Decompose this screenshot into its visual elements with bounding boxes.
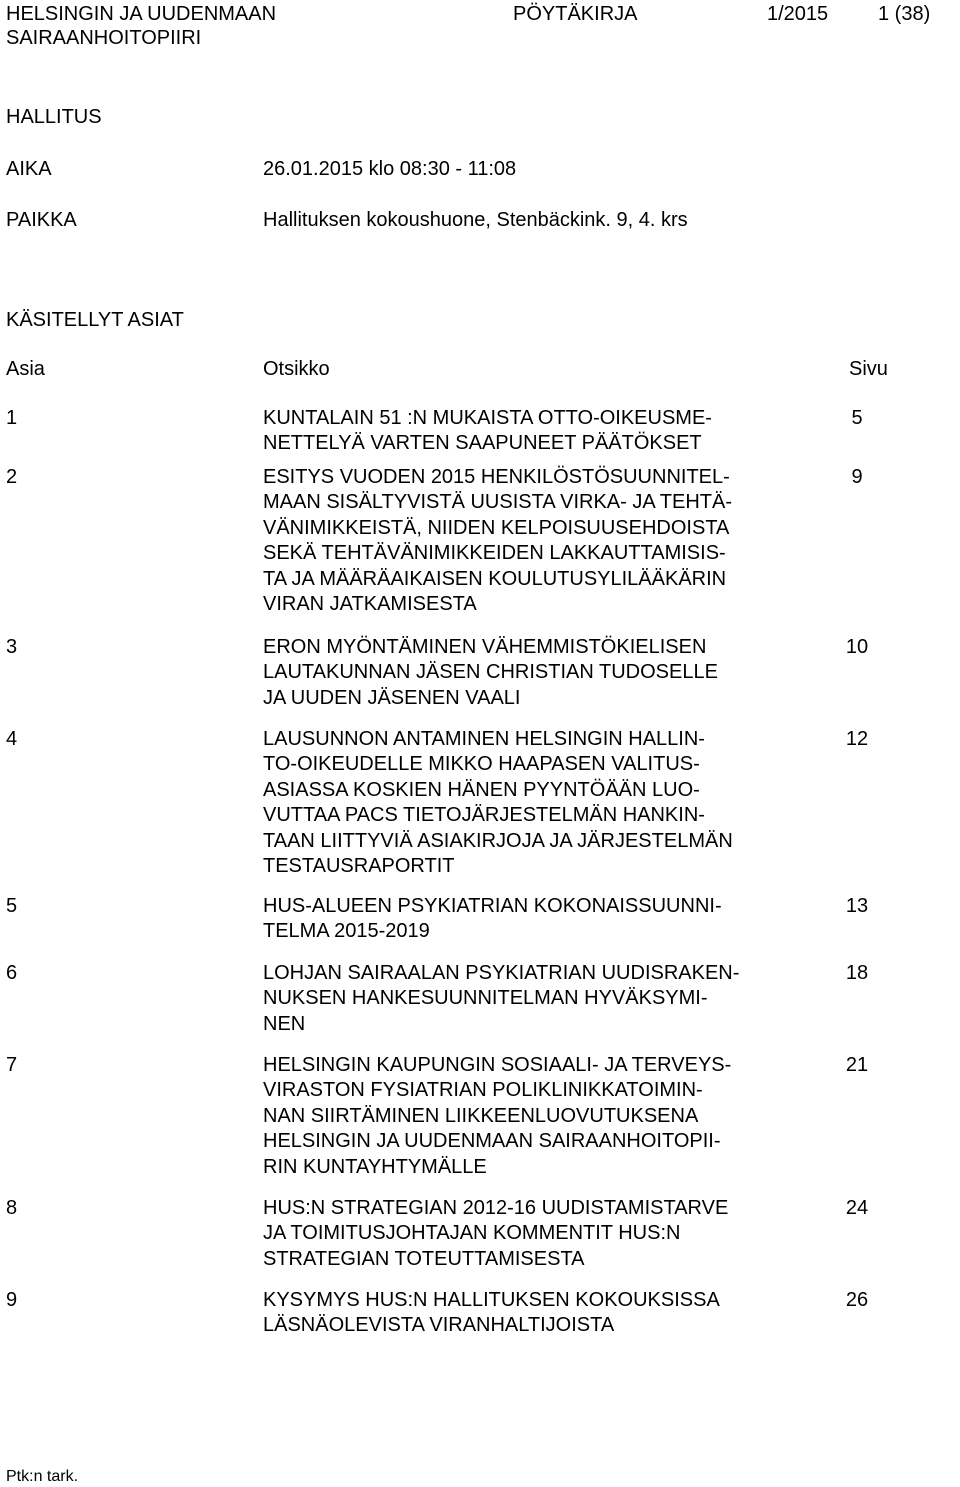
time-label: AIKA bbox=[6, 158, 52, 180]
agenda-item-page: 5 bbox=[851, 407, 863, 429]
place-value: Hallituksen kokoushuone, Stenbäckink. 9, 4. krs bbox=[263, 209, 688, 231]
agenda-item-number: 7 bbox=[6, 1054, 18, 1076]
org-name-line1: HELSINGIN JA UUDENMAAN bbox=[6, 3, 277, 25]
agenda-item-title bbox=[263, 961, 823, 1037]
agenda-item-title bbox=[263, 635, 823, 711]
agenda-item-title-line: RIN KUNTAYHTYMÄLLE bbox=[263, 1155, 487, 1178]
agenda-item-title-line: SEKÄ TEHTÄVÄNIMIKKEIDEN LAKKAUTTAMISIS- bbox=[263, 542, 726, 565]
agenda-item-page: 13 bbox=[845, 895, 869, 917]
agenda-item-title-line: NETTELYÄ VARTEN SAAPUNEET PÄÄTÖKSET bbox=[263, 432, 702, 455]
agenda-item-title-line: HUS-ALUEEN PSYKIATRIAN KOKONAISSUUNNI- bbox=[263, 895, 722, 917]
agenda-item-title bbox=[263, 727, 823, 879]
agenda-item-title-line: MAAN SISÄLTYVISTÄ UUSISTA VIRKA- JA TEHTÄ- bbox=[263, 491, 732, 514]
time-value: 26.01.2015 klo 08:30 - 11:08 bbox=[263, 158, 517, 180]
agenda-item-number: 4 bbox=[6, 728, 18, 750]
agenda-item-number: 8 bbox=[6, 1197, 18, 1219]
place-label: PAIKKA bbox=[6, 209, 77, 231]
agenda-item-title-line: VÄNIMIKKEISTÄ, NIIDEN KELPOISUUSEHDOISTA bbox=[263, 516, 730, 539]
agenda-item-title-line: NEN bbox=[263, 1012, 306, 1035]
page-info: 1 (38) bbox=[878, 3, 931, 25]
org-name-line2: SAIRAANHOITOPIIRI bbox=[6, 27, 202, 49]
agenda-item-title bbox=[263, 1196, 823, 1272]
column-header-item: Asia bbox=[6, 358, 45, 380]
column-header-title: Otsikko bbox=[263, 358, 330, 380]
agenda-item-title bbox=[263, 894, 823, 945]
agenda-item-page: 26 bbox=[845, 1289, 869, 1311]
agenda-item-number: 3 bbox=[6, 636, 18, 658]
agenda-item-title-line: TO-OIKEUDELLE MIKKO HAAPASEN VALITUS- bbox=[263, 753, 700, 776]
agenda-item-title-line: TAAN LIITTYVIÄ ASIAKIRJOJA JA JÄRJESTELMÄN bbox=[263, 829, 733, 852]
agenda-item-number: 2 bbox=[6, 466, 18, 488]
agenda-item-title-line: NAN SIIRTÄMINEN LIIKKEENLUOVUTUKSENA bbox=[263, 1104, 699, 1127]
agenda-item-title bbox=[263, 1053, 823, 1180]
agenda-item-page: 9 bbox=[851, 466, 863, 488]
agenda-item-title-line: JA UUDEN JÄSENEN VAALI bbox=[263, 686, 521, 709]
agenda-item-title bbox=[263, 465, 823, 617]
agenda-item-page: 10 bbox=[845, 636, 869, 658]
agenda-item-title-line: VUTTAA PACS TIETOJÄRJESTELMÄN HANKIN- bbox=[263, 804, 705, 827]
agenda-item-number: 1 bbox=[6, 407, 18, 429]
agenda-item-title-line: TA JA MÄÄRÄAIKAISEN KOULUTUSYLILÄÄKÄRIN bbox=[263, 567, 727, 590]
agenda-item-title bbox=[263, 406, 823, 457]
agenda-item-page: 12 bbox=[845, 728, 869, 750]
agenda-item-title-line: LOHJAN SAIRAALAN PSYKIATRIAN UUDISRAKEN- bbox=[263, 962, 740, 984]
agenda-item-title-line: TELMA 2015-2019 bbox=[263, 920, 430, 943]
agenda-item-title-line: TESTAUSRAPORTIT bbox=[263, 855, 455, 878]
agenda-item-page: 24 bbox=[845, 1197, 869, 1219]
agenda-item-title-line: ERON MYÖNTÄMINEN VÄHEMMISTÖKIELISEN bbox=[263, 636, 707, 658]
agenda-item-title-line: HUS:N STRATEGIAN 2012-16 UUDISTAMISTARVE bbox=[263, 1197, 729, 1219]
section-title: KÄSITELLYT ASIAT bbox=[6, 309, 184, 331]
agenda-item-page: 21 bbox=[845, 1054, 869, 1076]
agenda-item-title-line: STRATEGIAN TOTEUTTAMISESTA bbox=[263, 1247, 585, 1270]
agenda-item-title-line: KUNTALAIN 51 :N MUKAISTA OTTO-OIKEUSME- bbox=[263, 407, 712, 429]
agenda-item-title-line: LÄSNÄOLEVISTA VIRANHALTIJOISTA bbox=[263, 1314, 615, 1337]
agenda-item-number: 6 bbox=[6, 962, 18, 984]
agenda-item-title-line: VIRAN JATKAMISESTA bbox=[263, 593, 477, 616]
agenda-item-title-line: ESITYS VUODEN 2015 HENKILÖSTÖSUUNNITEL- bbox=[263, 466, 730, 488]
agenda-item-title-line: HELSINGIN KAUPUNGIN SOSIAALI- JA TERVEYS- bbox=[263, 1054, 732, 1076]
body-name: HALLITUS bbox=[6, 106, 102, 128]
agenda-item-page: 18 bbox=[845, 962, 869, 984]
agenda-item-number: 5 bbox=[6, 895, 18, 917]
column-header-page: Sivu bbox=[849, 358, 888, 380]
agenda-item-title-line: KYSYMYS HUS:N HALLITUKSEN KOKOUKSISSA bbox=[263, 1289, 720, 1311]
agenda-item-title-line: JA TOIMITUSJOHTAJAN KOMMENTIT HUS:N bbox=[263, 1222, 681, 1245]
doc-number: 1/2015 bbox=[767, 3, 829, 25]
agenda-item-number: 9 bbox=[6, 1289, 18, 1311]
agenda-item-title-line: HELSINGIN JA UUDENMAAN SAIRAANHOITOPII- bbox=[263, 1130, 721, 1153]
agenda-item-title-line: LAUSUNNON ANTAMINEN HELSINGIN HALLIN- bbox=[263, 728, 705, 750]
doc-type: PÖYTÄKIRJA bbox=[513, 3, 638, 25]
agenda-item-title-line: VIRASTON FYSIATRIAN POLIKLINIKKATOIMIN- bbox=[263, 1079, 703, 1102]
agenda-item-title bbox=[263, 1288, 823, 1339]
footer-note: Ptk:n tark. bbox=[6, 1468, 79, 1485]
agenda-item-title-line: NUKSEN HANKESUUNNITELMAN HYVÄKSYMI- bbox=[263, 987, 708, 1010]
agenda-item-title-line: LAUTAKUNNAN JÄSEN CHRISTIAN TUDOSELLE bbox=[263, 661, 718, 684]
agenda-item-title-line: ASIASSA KOSKIEN HÄNEN PYYNTÖÄÄN LUO- bbox=[263, 778, 700, 801]
